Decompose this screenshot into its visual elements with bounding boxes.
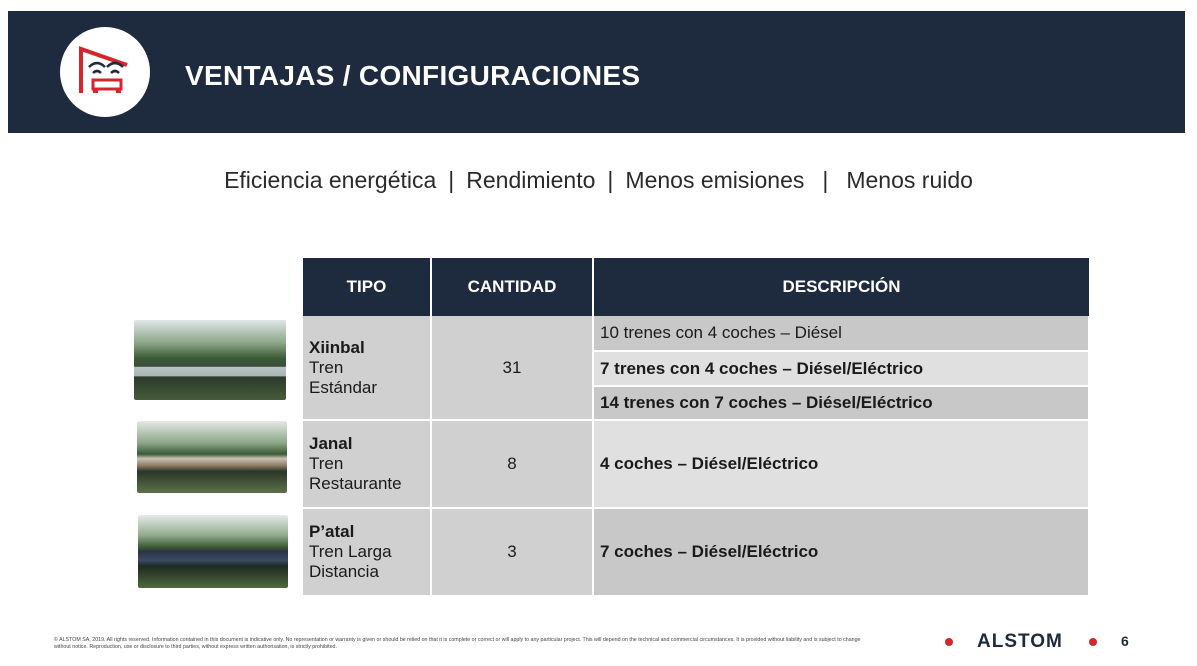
- header-descripcion: DESCRIPCIÓN: [593, 258, 1089, 316]
- quantity-cell: 3: [431, 508, 593, 596]
- description-cell: 4 coches – Diésel/Eléctrico: [593, 420, 1089, 508]
- configurations-table: [303, 258, 1090, 597]
- description-cell: 7 coches – Diésel/Eléctrico: [593, 508, 1089, 596]
- page-number: 6: [1121, 633, 1129, 649]
- benefit-performance: Rendimiento: [466, 167, 596, 193]
- tren-maya-logo-icon: [75, 45, 135, 97]
- benefit-noise: Menos ruido: [846, 167, 973, 193]
- train-type-line2: Distancia: [309, 562, 379, 581]
- header-cantidad: CANTIDAD: [431, 258, 593, 316]
- header-tipo: TIPO: [303, 258, 431, 316]
- table-row: [303, 420, 1089, 508]
- train-name: Janal: [309, 434, 353, 453]
- red-dot-icon: [945, 638, 953, 646]
- train-image-janal: [137, 421, 287, 493]
- red-dot-icon: [1089, 638, 1097, 646]
- separator: |: [822, 167, 829, 193]
- train-name: Xiinbal: [309, 337, 365, 357]
- table-row: [303, 316, 1089, 351]
- train-type-line1: Tren: [309, 454, 344, 473]
- description-cell: 7 trenes con 4 coches – Diésel/Eléctrico: [593, 351, 1089, 386]
- benefits-line: [0, 167, 1197, 194]
- train-image-xiinbal: [134, 320, 286, 400]
- separator: |: [607, 167, 614, 193]
- tipo-cell: [303, 420, 431, 508]
- train-type-line1: Tren Larga: [309, 542, 392, 561]
- legal-notice: © ALSTOM SA, 2019. All rights reserved. Information contained in this document is indicative only. No representation or warranty is given or should be relied on that it is complete or correct or will apply to any particular project. This will depend on the technical and commercial circumstances. It is provided without liability and is subject to change without notice. Reproduction, use or disclosure to third parties, without express written authorisation, is strictly prohibited.: [54, 637, 861, 650]
- description-cell: 14 trenes con 7 coches – Diésel/Eléctrico: [593, 386, 1089, 420]
- train-name: P’atal: [309, 522, 355, 541]
- train-type-line2: Estándar: [309, 377, 378, 397]
- page-title: VENTAJAS / CONFIGURACIONES: [185, 60, 641, 91]
- benefit-emissions: Menos emisiones: [625, 167, 805, 193]
- tipo-cell: [303, 508, 431, 596]
- separator: |: [448, 167, 455, 193]
- table-row: [303, 508, 1089, 596]
- logo-badge: [60, 27, 150, 117]
- quantity-cell: 8: [431, 420, 593, 508]
- benefit-efficiency: Eficiencia energética: [224, 167, 437, 193]
- tipo-cell: [303, 316, 431, 420]
- train-type-line1: Tren: [309, 357, 344, 377]
- description-cell: 10 trenes con 4 coches – Diésel: [593, 316, 1089, 351]
- alstom-logo: ALSTOM: [977, 631, 1063, 652]
- train-type-line2: Restaurante: [309, 474, 402, 493]
- quantity-cell: 31: [431, 316, 593, 420]
- train-image-patal: [138, 515, 288, 588]
